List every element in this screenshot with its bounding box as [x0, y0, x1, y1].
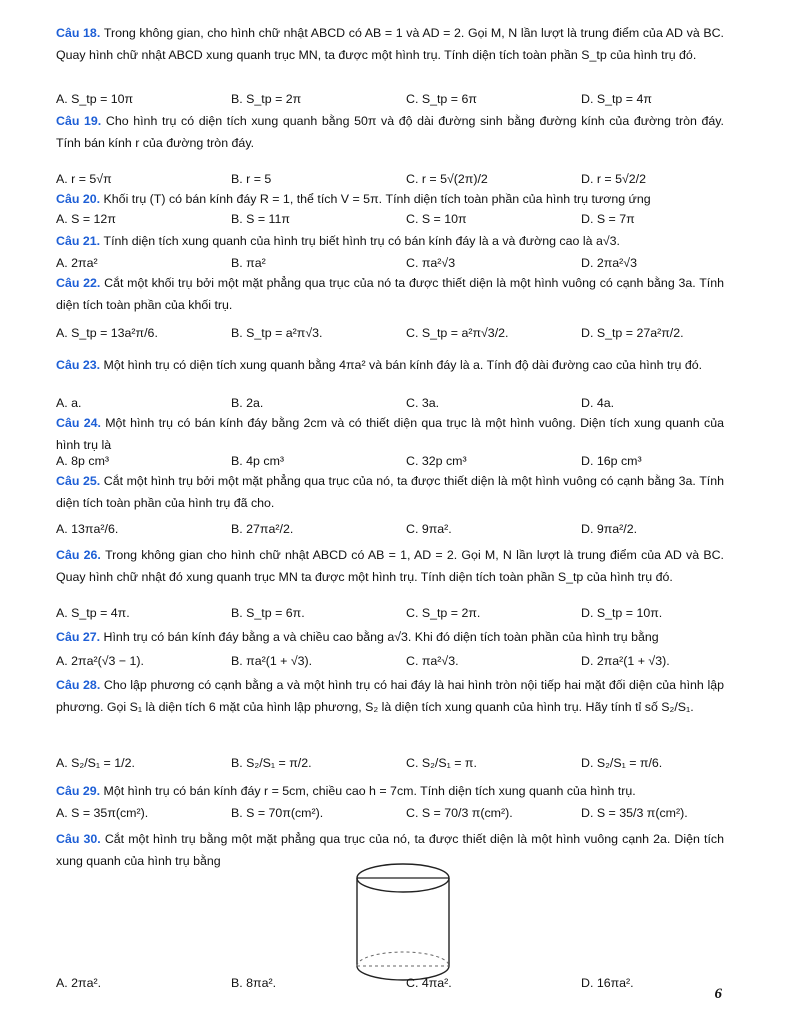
question-30: Câu 30. Cắt một hình trụ bằng một mặt phẳng qua trục của nó, ta được thiết diện là một hình vuông cạnh 2a. Diện tích xung quanh của hình trụ bằng [56, 832, 724, 868]
question-21: Câu 21. Tính diện tích xung quanh của hình trụ biết hình trụ có bán kính đáy là a và đường cao là a√3. [56, 234, 620, 248]
option-d[interactable]: D. r = 5√2/2 [581, 172, 646, 186]
option-d[interactable]: D. 16πa². [581, 976, 634, 990]
options-20 [56, 208, 724, 230]
option-c[interactable]: C. πa²√3 [406, 256, 456, 270]
option-b[interactable]: B. S₂/S₁ = π/2. [231, 756, 312, 770]
option-b[interactable]: B. S_tp = 2π [231, 92, 302, 106]
option-c[interactable]: C. S_tp = 6π [406, 92, 477, 106]
question-label: Câu 18. [56, 26, 104, 40]
option-c[interactable]: C. S₂/S₁ = π. [406, 756, 477, 770]
option-d[interactable]: D. 2πa²√3 [581, 256, 637, 270]
question-22: Câu 22. Cắt một khối trụ bởi một mặt phẳng qua trục của nó ta được thiết diện là một hình vuông có cạnh bằng 3a. Tính diện tích toàn phần của khối trụ. [56, 276, 724, 312]
question-26: Câu 26. Trong không gian cho hình chữ nhật ABCD có AB = 1, AD = 2. Gọi M, N lần lượt là trung điểm của AD và BC. Quay hình chữ nhật đó xung quanh trục MN ta được một hình trụ. Tính diện tích toàn phần S_tp của hình trụ đó. [56, 548, 724, 584]
option-d[interactable]: D. 4a. [581, 396, 615, 410]
option-d[interactable]: D. 9πa²/2. [581, 522, 638, 536]
option-b[interactable]: B. S = 11π [231, 212, 290, 226]
option-c[interactable]: C. S = 70/3 π(cm²). [406, 806, 513, 820]
option-b[interactable]: B. S = 70π(cm²). [231, 806, 324, 820]
options-28 [56, 752, 724, 774]
question-label: Câu 23. [56, 358, 104, 372]
options-19 [56, 168, 724, 190]
question-label: Câu 20. [56, 192, 104, 206]
option-b[interactable]: B. 2a. [231, 396, 264, 410]
option-c[interactable]: C. 3a. [406, 396, 440, 410]
option-d[interactable]: D. 2πa²(1 + √3). [581, 654, 670, 668]
option-b[interactable]: B. 4p cm³ [231, 454, 285, 468]
cylinder-bottom-back [357, 952, 449, 966]
option-a[interactable]: A. S = 12π [56, 212, 116, 226]
options-27 [56, 650, 724, 672]
option-d[interactable]: D. S₂/S₁ = π/6. [581, 756, 663, 770]
question-label: Câu 21. [56, 234, 104, 248]
question-20: Câu 20. Khối trụ (T) có bán kính đáy R = 1, thể tích V = 5π. Tính diện tích toàn phần của hình trụ tương ứng [56, 192, 651, 206]
question-label: Câu 27. [56, 630, 104, 644]
option-d[interactable]: D. 16p cm³ [581, 454, 642, 468]
options-26 [56, 602, 724, 624]
question-label: Câu 30. [56, 832, 105, 846]
option-b[interactable]: B. r = 5 [231, 172, 272, 186]
option-a[interactable]: A. S = 35π(cm²). [56, 806, 149, 820]
option-d[interactable]: D. S = 35/3 π(cm²). [581, 806, 688, 820]
question-label: Câu 24. [56, 416, 106, 430]
options-18 [56, 88, 724, 110]
question-27: Câu 27. Hình trụ có bán kính đáy bằng a và chiều cao bằng a√3. Khi đó diện tích toàn phần của hình trụ bằng [56, 630, 659, 644]
option-a[interactable]: A. 2πa². [56, 976, 102, 990]
options-23 [56, 392, 724, 414]
option-c[interactable]: C. 4πa². [406, 976, 452, 990]
options-30 [56, 972, 724, 994]
question-18: Câu 18. Trong không gian, cho hình chữ nhật ABCD có AB = 1 và AD = 2. Gọi M, N lần lượt là trung điểm của AD và BC. Quay hình chữ nhật ABCD xung quanh trục MN, ta được một hình trụ. Tính diện tích toàn phần S_tp của hình trụ đó. [56, 26, 724, 62]
question-29: Câu 29. Một hình trụ có bán kính đáy r = 5cm, chiều cao h = 7cm. Tính diện tích xung quanh của hình trụ. [56, 784, 636, 798]
question-label: Câu 29. [56, 784, 104, 798]
question-label: Câu 26. [56, 548, 106, 562]
option-b[interactable]: B. S_tp = a²π√3. [231, 326, 323, 340]
option-a[interactable]: A. S_tp = 13a²π/6. [56, 326, 158, 340]
option-d[interactable]: D. S_tp = 10π. [581, 606, 663, 620]
option-a[interactable]: A. a. [56, 396, 82, 410]
option-c[interactable]: C. 32p cm³ [406, 454, 467, 468]
option-c[interactable]: C. 9πa². [406, 522, 452, 536]
option-a[interactable]: A. r = 5√π [56, 172, 112, 186]
option-a[interactable]: A. 2πa² [56, 256, 98, 270]
options-25 [56, 518, 724, 540]
options-22 [56, 322, 724, 344]
option-a[interactable]: A. 8p cm³ [56, 454, 110, 468]
option-b[interactable]: B. 8πa². [231, 976, 277, 990]
option-c[interactable]: C. S = 10π [406, 212, 467, 226]
options-21 [56, 252, 724, 274]
option-b[interactable]: B. πa²(1 + √3). [231, 654, 313, 668]
question-24: Câu 24. Một hình trụ có bán kính đáy bằng 2cm và có thiết diện qua trục là một hình vuông. Diện tích xung quanh của hình trụ là [56, 416, 724, 452]
question-28: Câu 28. Cho lập phương có cạnh bằng a và một hình trụ có hai đáy là hai hình tròn nội tiếp hai mặt đối diện của hình lập phương. Gọi S₁ là diện tích 6 mặt của hình lập phương, S₂ là diện tích xung quanh của hình trụ. Hãy tính tỉ số S₂/S₁. [56, 678, 724, 714]
option-d[interactable]: D. S_tp = 4π [581, 92, 652, 106]
option-d[interactable]: D. S = 7π [581, 212, 635, 226]
option-a[interactable]: A. S_tp = 4π. [56, 606, 130, 620]
question-label: Câu 19. [56, 114, 106, 128]
page-number: 6 [714, 986, 722, 1002]
question-label: Câu 25. [56, 474, 104, 488]
option-a[interactable]: A. 2πa²(√3 − 1). [56, 654, 145, 668]
option-b[interactable]: B. πa² [231, 256, 266, 270]
option-c[interactable]: C. S_tp = a²π√3/2. [406, 326, 509, 340]
option-c[interactable]: C. r = 5√(2π)/2 [406, 172, 488, 186]
options-24 [56, 450, 724, 472]
option-a[interactable]: A. S₂/S₁ = 1/2. [56, 756, 135, 770]
question-23: Câu 23. Một hình trụ có diện tích xung quanh bằng 4πa² và bán kính đáy là a. Tính độ dài đường cao của hình trụ đó. [56, 358, 703, 372]
question-19: Câu 19. Cho hình trụ có diện tích xung quanh bằng 50π và độ dài đường sinh bằng đường kính của đường tròn đáy. Tính bán kính r của đường tròn đáy. [56, 114, 724, 150]
question-25: Câu 25. Cắt một hình trụ bởi một mặt phẳng qua trục của nó, ta được thiết diện là một hình vuông có cạnh bằng 3a. Tính diện tích toàn phần của hình trụ đã cho. [56, 474, 724, 510]
option-b[interactable]: B. 27πa²/2. [231, 522, 294, 536]
option-b[interactable]: B. S_tp = 6π. [231, 606, 305, 620]
option-c[interactable]: C. πa²√3. [406, 654, 459, 668]
option-c[interactable]: C. S_tp = 2π. [406, 606, 481, 620]
question-label: Câu 22. [56, 276, 105, 290]
cylinder-figure [348, 862, 458, 986]
option-a[interactable]: A. S_tp = 10π [56, 92, 134, 106]
question-label: Câu 28. [56, 678, 104, 692]
option-d[interactable]: D. S_tp = 27a²π/2. [581, 326, 684, 340]
options-29 [56, 802, 724, 824]
option-a[interactable]: A. 13πa²/6. [56, 522, 119, 536]
